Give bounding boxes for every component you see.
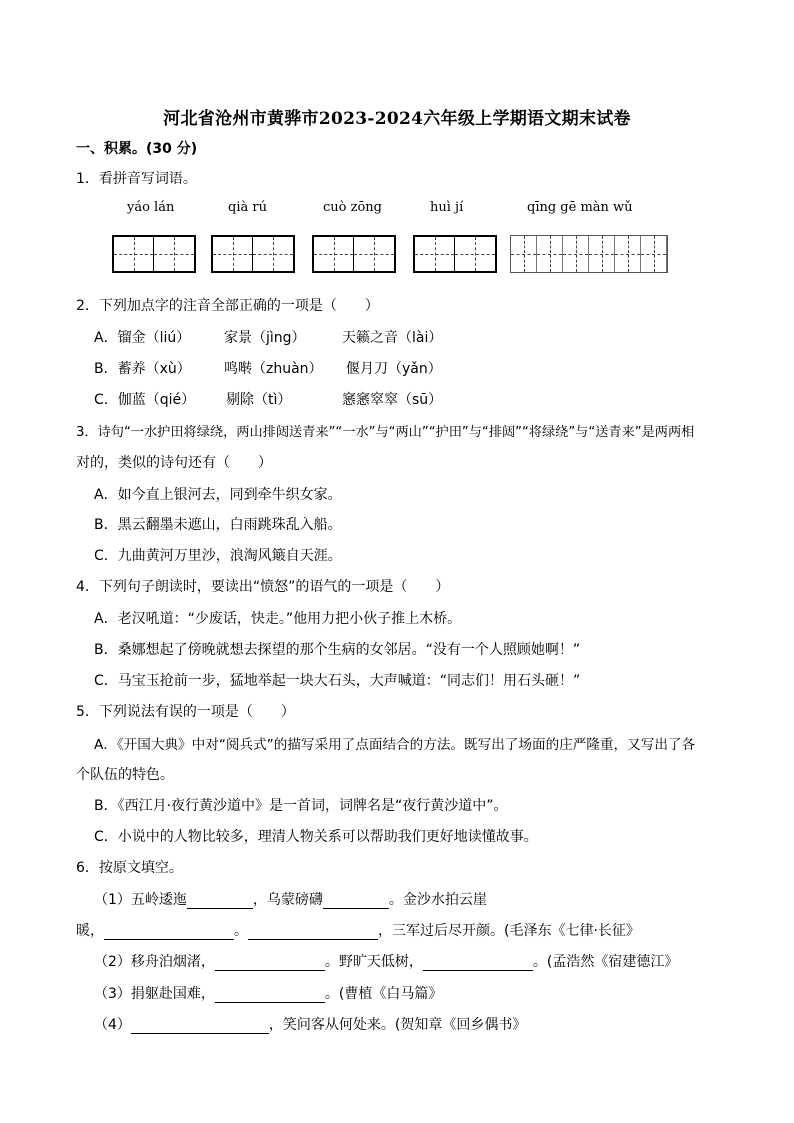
fill-text: 。(孟浩然《宿建德江》 [532,954,679,970]
q2-option-a: A．镏金（liú） [94,330,191,346]
answer-blank[interactable] [215,956,325,971]
pinyin-5: qīng gē màn wǔ [527,200,633,215]
answer-blank[interactable] [104,925,234,940]
fill-line-1 [94,889,487,909]
q3-option-b: B．黑云翻墨未遮山，白雨跳珠乱入船。 [94,517,342,533]
q2-option-a-2: 家景（jìng） [224,330,306,346]
writing-grid-3[interactable] [312,235,396,273]
question-2-stem: 2．下列加点字的注音全部正确的一项是（ ） [76,298,379,314]
question-3-stem-cont: 对的，类似的诗句还有（ ） [76,455,272,471]
answer-blank[interactable] [323,894,389,909]
q5-option-a-cont: 个队伍的特色。 [76,767,174,783]
question-1-stem: 1．看拼音写词语。 [76,171,197,187]
question-3-stem: 3．诗句“一水护田将绿绕，两山排闼送青来”“一水”与“两山”“护田”与“排闼”“将绿绕”与“送青来”是两两相 [76,425,695,440]
fill-text: 。(曹植《白马篇》 [324,986,443,1002]
q2-option-a-3: 天籁之音（lài） [342,330,443,346]
q2-option-b-2: 鸣啭（zhuàn） [224,361,323,377]
writing-grid-2[interactable] [211,235,295,273]
fill-line-4 [94,983,442,1003]
fill-text: （1）五岭逶迤 [94,892,187,908]
q3-option-c: C．九曲黄河万里沙，浪淘风簸自天涯。 [94,548,342,564]
answer-blank[interactable] [215,988,325,1003]
q4-option-c: C．马宝玉抢前一步，猛地举起一块大石头，大声喊道：“同志们！用石头砸！” [94,673,581,689]
q2-option-b-3: 偃月刀（yǎn） [346,361,442,377]
answer-blank[interactable] [423,956,533,971]
question-5-stem: 5．下列说法有误的一项是（ ） [76,704,295,720]
fill-line-5 [94,1014,526,1034]
q3-option-a: A．如今直上银河去，同到牵牛织女家。 [94,487,342,503]
answer-blank[interactable] [248,925,378,940]
writing-grid-5[interactable] [510,235,668,273]
pinyin-2: qià rú [228,200,267,215]
fill-text: （2）移舟泊烟渚， [94,954,215,970]
writing-grid-1[interactable] [112,235,196,273]
q2-option-c-3: 窸窸窣窣（sū） [342,392,443,408]
fill-text: 。金沙水拍云崖 [388,892,487,908]
question-4-stem: 4．下列句子朗读时，要读出“愤怒”的语气的一项是（ ） [76,579,450,595]
q5-option-c: C．小说中的人物比较多，理清人物关系可以帮助我们更好地读懂故事。 [94,829,538,845]
writing-grid-4[interactable] [413,235,497,273]
pinyin-1: yáo lán [127,200,175,215]
section-heading: 一、积累。(30 分) [76,141,198,157]
pinyin-3: cuò zōng [323,200,382,215]
q2-option-c: C．伽蓝（qié） [94,392,196,408]
answer-blank[interactable] [187,894,253,909]
fill-line-3 [94,951,678,971]
answer-blank[interactable] [131,1019,269,1034]
fill-text: （4） [94,1017,131,1033]
fill-text: ，乌蒙磅礴 [252,892,323,908]
fill-text: 暖， [76,923,104,939]
fill-text: ，三军过后尽开颜。(毛泽东《七律·长征》 [378,923,640,939]
q5-option-b: B．《西江月·夜行黄沙道中》是一首词，词牌名是“夜行黄沙道中”。 [94,798,508,814]
q2-option-b: B．蓄养（xù） [94,361,191,377]
q2-option-c-2: 剔除（tì） [226,392,292,408]
q5-option-a: A．《开国大典》中对“阅兵式”的描写采用了点面结合的方法。既写出了场面的庄严隆重，又写出了各 [94,737,696,753]
q4-option-b: B．桑娜想起了傍晚就想去探望的那个生病的女邻居。“没有一个人照顾她啊！” [94,642,581,658]
fill-text: （3）捐躯赴国难， [94,986,215,1002]
fill-line-2 [76,920,640,940]
question-6-stem: 6．按原文填空。 [76,860,183,876]
fill-text: 。 [234,923,248,939]
fill-text: 。野旷天低树， [324,954,423,970]
q4-option-a: A．老汉吼道：“少废话，快走。”他用力把小伙子推上木桥。 [94,611,462,627]
exam-title: 河北省沧州市黄骅市2023-2024六年级上学期语文期末试卷 [163,109,631,129]
fill-text: ，笑问客从何处来。(贺知章《回乡偶书》 [268,1017,527,1033]
pinyin-4: huì jí [430,200,464,215]
